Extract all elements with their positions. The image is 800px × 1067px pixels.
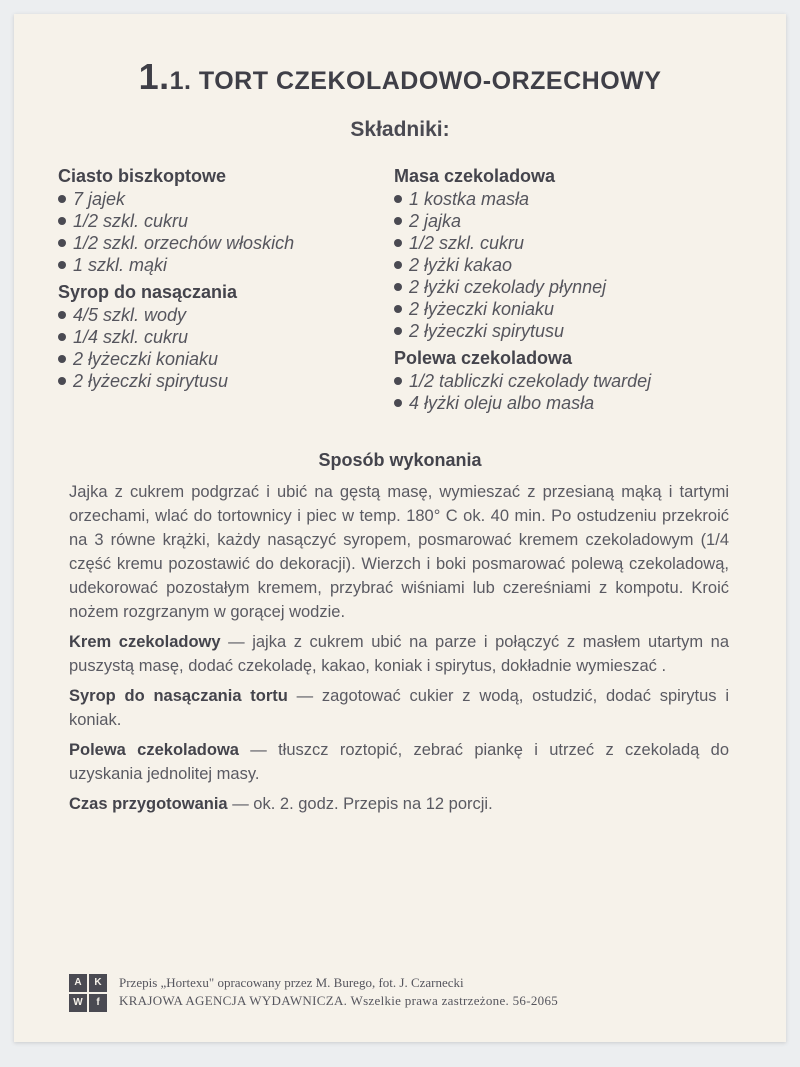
bullet-icon: [58, 377, 66, 385]
ingredient-item: [58, 232, 388, 254]
method-section-label: Syrop do nasączania tortu: [69, 687, 288, 705]
ingredient-item: [58, 348, 388, 370]
method-section: [69, 792, 729, 816]
method-intro: Jajka z cukrem podgrzać i ubić na gęstą masę, wymieszać z przesianą mąką i tartymi orzechami, wlać do tortownicy i piec w temp. 180° C ok. 40 min. Po ostudzeniu przekroić na 3 równe krążki, każdy nasączyć syropem, posmarować kremem czekoladowym (1/4 część kremu pozostawić do dekoracji). Wierzch i boki posmarować polewą czekoladową, udekorować pozostałym kremem, przybrać wiśniami lub czereśniami z kompotu. Kroić nożem rozgrzanym w gorącej wodzie.: [69, 483, 729, 621]
ingredient-item: [58, 304, 388, 326]
method-section-text: — tłuszcz roztopić, zebrać piankę i utrzeć z czekoladą do uzyskania jednolitej masy.: [69, 741, 729, 783]
ingredient-item: [394, 188, 774, 210]
ingredient-item: [394, 232, 774, 254]
ingredient-item: [394, 392, 774, 414]
ingredient-text: 1/2 szkl. orzechów włoskich: [73, 233, 295, 253]
logo-cell: K: [89, 974, 107, 992]
logo-cell: W: [69, 994, 87, 1012]
logo-cell: A: [69, 974, 87, 992]
bullet-icon: [394, 239, 402, 247]
bullet-icon: [394, 283, 402, 291]
ingredient-text: 1 kostka masła: [409, 189, 530, 209]
method-section: [69, 684, 729, 732]
ingredient-item: [394, 370, 774, 392]
ingredient-text: 2 łyżeczki koniaku: [73, 349, 219, 369]
bullet-icon: [394, 327, 402, 335]
bullet-icon: [58, 311, 66, 319]
ingredient-list: [58, 304, 388, 392]
bullet-icon: [58, 355, 66, 363]
bullet-icon: [58, 195, 66, 203]
bullet-icon: [394, 399, 402, 407]
ingredient-item: [394, 210, 774, 232]
ingredient-item: [58, 188, 388, 210]
ingredient-list: [58, 188, 388, 276]
method-section-text: — ok. 2. godz. Przepis na 12 porcji.: [227, 795, 493, 813]
ingredient-item: [394, 298, 774, 320]
ingredient-item: [58, 254, 388, 276]
ingredients-right-column: [394, 164, 774, 418]
method-section: [69, 630, 729, 678]
method-section-text: — zagotować cukier z wodą, ostudzić, dodać spirytus i koniak.: [69, 687, 729, 729]
ingredient-text: 1/2 szkl. cukru: [409, 233, 525, 253]
method-section-label: Polewa czekoladowa: [69, 741, 239, 759]
ingredient-text: 1/2 szkl. cukru: [73, 211, 189, 231]
ingredient-item: [58, 370, 388, 392]
bullet-icon: [394, 305, 402, 313]
ingredient-item: [394, 320, 774, 342]
ingredient-group-heading: Ciasto biszkoptowe: [58, 166, 227, 186]
ingredient-text: 2 jajka: [409, 211, 462, 231]
recipe-title: [14, 56, 786, 98]
method-section: [69, 738, 729, 786]
ingredient-list: [394, 188, 774, 342]
ingredient-list: [394, 370, 774, 414]
method-section-label: Czas przygotowania: [69, 795, 228, 813]
ingredient-item: [58, 210, 388, 232]
ingredient-group-heading: Masa czekoladowa: [394, 166, 556, 186]
ingredient-text: 7 jajek: [73, 189, 126, 209]
bullet-icon: [58, 239, 66, 247]
method-heading: Sposób wykonania: [318, 450, 482, 470]
method-text: [69, 480, 729, 822]
bullet-icon: [394, 195, 402, 203]
bullet-icon: [58, 333, 66, 341]
bullet-icon: [58, 217, 66, 225]
bullet-icon: [394, 377, 402, 385]
ingredient-item: [394, 276, 774, 298]
ingredient-group-heading: Syrop do nasączania: [58, 282, 238, 302]
logo-cell: f: [89, 994, 107, 1012]
ingredient-text: 2 łyżki czekolady płynnej: [409, 277, 607, 297]
ingredient-text: 1 szkl. mąki: [73, 255, 168, 275]
footer-publisher: KRAJOWA AGENCJA WYDAWNICZA. Wszelkie prawa zastrzeżone. 56-2065: [119, 993, 559, 1008]
ingredient-item: [394, 254, 774, 276]
ingredient-text: 1/2 tabliczki czekolady twardej: [409, 371, 652, 391]
ingredient-text: 2 łyżeczki koniaku: [409, 299, 555, 319]
ingredient-item: [58, 326, 388, 348]
ingredient-group-heading: Polewa czekoladowa: [394, 348, 573, 368]
ingredient-text: 2 łyżki kakao: [409, 255, 513, 275]
ingredient-text: 4/5 szkl. wody: [73, 305, 187, 325]
publisher-logo: [69, 974, 107, 1010]
ingredients-heading: Składniki:: [350, 118, 450, 141]
ingredient-text: 4 łyżki oleju albo masła: [409, 393, 595, 413]
recipe-card: [14, 14, 786, 1042]
bullet-icon: [394, 261, 402, 269]
footer: [69, 974, 729, 1010]
ingredient-text: 1/4 szkl. cukru: [73, 327, 189, 347]
ingredients-left-column: [58, 164, 388, 396]
method-section-text: — jajka z cukrem ubić na parze i połączyć z masłem utartym na puszystą masę, dodać czekoladę, kakao, koniak i spirytus, dokładnie wymieszać .: [69, 633, 729, 675]
ingredient-text: 2 łyżeczki spirytusu: [409, 321, 565, 341]
footer-credit: Przepis „Hortexu" opracowany przez M. Burego, fot. J. Czarnecki: [119, 975, 464, 990]
ingredient-text: 2 łyżeczki spirytusu: [73, 371, 229, 391]
method-section-label: Krem czekoladowy: [69, 633, 221, 651]
bullet-icon: [58, 261, 66, 269]
recipe-number: 1.: [138, 56, 170, 97]
recipe-title-text: 1. TORT CZEKOLADOWO-ORZECHOWY: [169, 67, 662, 95]
bullet-icon: [394, 217, 402, 225]
